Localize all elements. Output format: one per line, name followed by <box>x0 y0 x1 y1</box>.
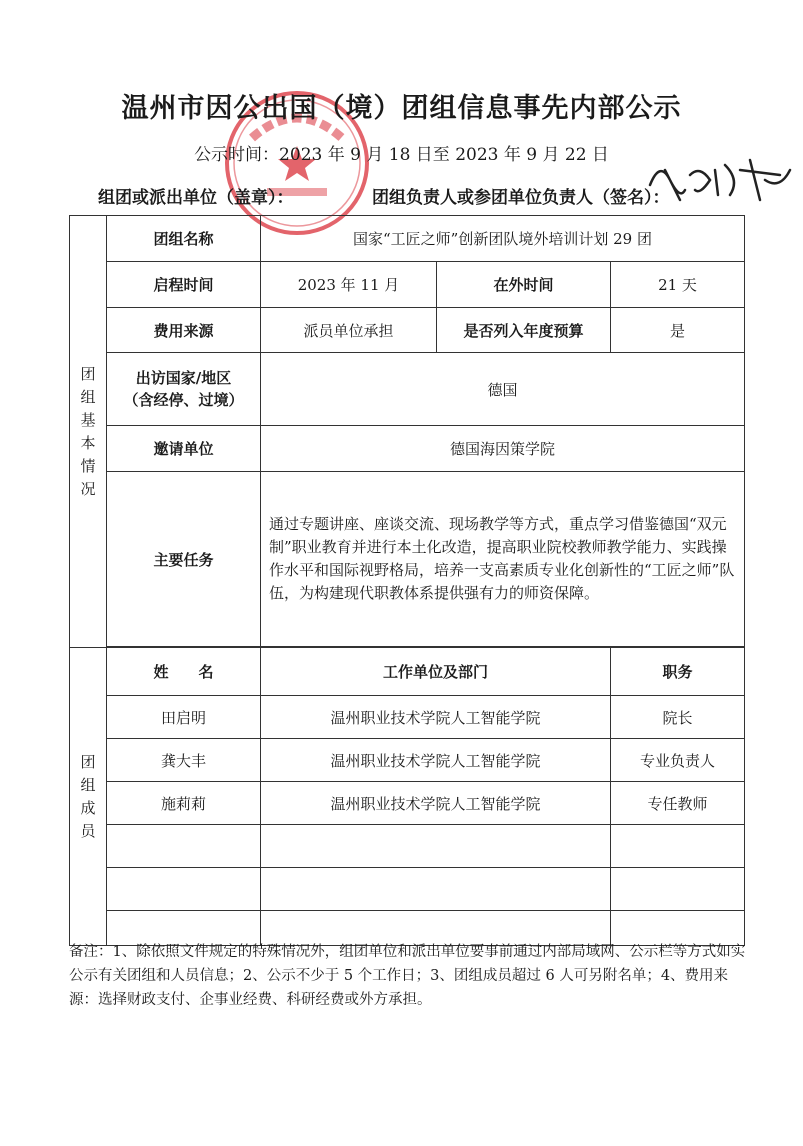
member-name: 施莉莉 <box>107 782 261 825</box>
country-value: 德国 <box>261 353 745 426</box>
member-header-name: 姓 名 <box>107 648 261 696</box>
duration-value: 21 天 <box>611 262 745 308</box>
group-name-label: 团组名称 <box>107 216 261 262</box>
member-header-unit: 工作单位及部门 <box>261 648 611 696</box>
table-row <box>70 739 745 782</box>
funding-value: 派员单位承担 <box>261 308 437 353</box>
footnote: 备注：1、除依照文件规定的特殊情况外，组团单位和派出单位要事前通过内部局域网、公示栏等方式如实公示有关团组和人员信息；2、公示不少于 5 个工作日；3、团组成员超过 6 人可另附名单；4、费用来源：选择财政支付、企事业经费、科研经费或外方承担。 <box>69 944 746 1008</box>
member-unit: 温州职业技术学院人工智能学院 <box>261 782 611 825</box>
section-label-basic: 团 组 基 本 情 况 <box>70 216 107 648</box>
funding-label: 费用来源 <box>107 308 261 353</box>
member-name: 龚大丰 <box>107 739 261 782</box>
member-header-position: 职务 <box>611 648 745 696</box>
inviter-value: 德国海因策学院 <box>261 426 745 472</box>
group-info-table <box>69 215 745 946</box>
table-row <box>70 782 745 825</box>
notice-period: 公示时间：2023 年 9 月 18 日至 2023 年 9 月 22 日 <box>194 145 609 165</box>
duration-label: 在外时间 <box>437 262 611 308</box>
table-row-empty <box>70 868 745 911</box>
member-name: 田启明 <box>107 696 261 739</box>
member-position: 专任教师 <box>611 782 745 825</box>
departure-label: 启程时间 <box>107 262 261 308</box>
budget-value: 是 <box>611 308 745 353</box>
page-title: 温州市因公出国（境）团组信息事先内部公示 <box>121 93 682 124</box>
country-label: 出访国家/地区 （含经停、过境） <box>107 353 261 426</box>
member-unit: 温州职业技术学院人工智能学院 <box>261 739 611 782</box>
table-row-empty <box>70 825 745 868</box>
budget-label: 是否列入年度预算 <box>437 308 611 353</box>
table-row <box>70 696 745 739</box>
departure-value: 2023 年 11 月 <box>261 262 437 308</box>
member-position: 院长 <box>611 696 745 739</box>
leader-signature-label: 团组负责人或参团单位负责人（签名）： <box>372 188 670 208</box>
member-unit: 温州职业技术学院人工智能学院 <box>261 696 611 739</box>
inviter-label: 邀请单位 <box>107 426 261 472</box>
task-value: 通过专题讲座、座谈交流、现场教学等方式，重点学习借鉴德国“双元制”职业教育并进行本土化改造，提高职业院校教师教学能力、实践操作水平和国际视野格局，培养一支高素质专业化创新性的“工匠之师”队伍，为构建现代职教体系提供强有力的师资保障。 <box>261 472 745 647</box>
dispatch-unit-label: 组团或派出单位（盖章）： <box>98 188 294 208</box>
member-position: 专业负责人 <box>611 739 745 782</box>
section-label-members: 团 组 成 员 <box>70 648 107 946</box>
task-label: 主要任务 <box>107 472 261 647</box>
group-name-value: 国家“工匠之师”创新团队境外培训计划 29 团 <box>261 216 745 262</box>
